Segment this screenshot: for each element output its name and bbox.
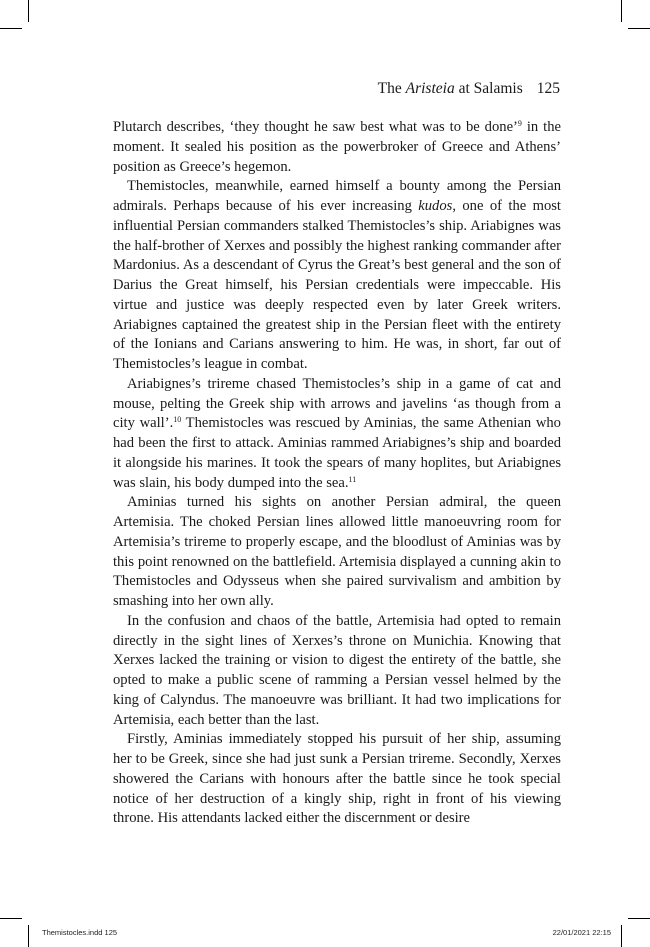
- crop-mark-bottom-left: [28, 925, 29, 947]
- paragraph-1: Plutarch describes, ‘they thought he saw best what was to be done’$^9$ in the moment. It sealed his position as the powerbroker of Greece and Athens’ position as Greece’s hegemon.: [113, 119, 561, 175]
- slug-timestamp: 22/01/2021 22:15: [552, 928, 611, 937]
- crop-mark-top-right-h: [628, 28, 650, 29]
- paragraph-3: Ariabignes’s trireme chased Themistocles’s ship in a game of cat and mouse, pelting the Greek ship with arrows and javelins ‘as though from a city wall’.$^{10}$ Themistocles was rescued by Aminias, the same Athenian who had been the first to attack. Aminias rammed Ariabignes’s ship and boarded it alongside his marines. It took the spears of many hoplites, but Ariabignes was slain, his body dumped into the sea.$^{11}$: [113, 375, 561, 491]
- footnote-ref-9: 9: [517, 119, 522, 128]
- running-head: [378, 80, 560, 98]
- paragraph-5: In the confusion and chaos of the battle, Artemisia had opted to remain directly in the sight lines of Xerxes’s throne on Munichia. Knowing that Xerxes lacked the training or vision to digest the entirety of the battle, she opted to make a public scene of ramming a Persian vessel helmed by the king of Calyndus. The manoeuvre was brilliant. It had two implications for Artemisia, each better than the last.: [113, 612, 561, 728]
- crop-mark-top-left: [28, 0, 29, 22]
- footnote-ref-11: 11: [348, 474, 357, 484]
- paragraph-4: Aminias turned his sights on another Persian admiral, the queen Artemisia. The choked Persian lines allowed little manoeuvring room for Artemisia’s trireme to properly escape, and the bloodlust of Aminias was by this point renowned on the battlefield. Artemisia displayed a cunning akin to Themistocles and Odysseus when she paired survivalism and ambition by smashing into her own ally.: [113, 494, 561, 609]
- paragraph-6: Firstly, Aminias immediately stopped his pursuit of her ship, assuming her to be Greek, since she had just sunk a Persian trireme. Secondly, Xerxes showered the Carians with honours after the battle since he took special notice of her destruction of a kingly ship, right in front of his viewing throne. His attendants lacked either the discernment or desire: [113, 731, 561, 827]
- crop-mark-bottom-right-h: [628, 918, 650, 919]
- body-text: [113, 118, 561, 829]
- crop-mark-top-right: [621, 0, 622, 22]
- paragraph-2: Themistocles, meanwhile, earned himself a bounty among the Persian admirals. Perhaps because of his ever increasing kudos, one of the most influential Persian commanders stalked Themistocles’s ship. Ariabignes was the half-brother of Xerxes and possibly the highest ranking commander after Mardonius. As a descendant of Cyrus the Great’s best general and the son of Darius the Great himself, his Persian credentials were impeccable. His virtue and justice was deeply respected even by later Greek writers. Ariabignes captained the greatest ship in the Persian fleet with the entirety of the Ionians and Carians answering to him. He was, in short, far out of Themistocles’s league in combat.: [113, 178, 561, 372]
- footnote-ref-10: 10: [173, 415, 182, 425]
- crop-mark-top-left-h: [0, 28, 22, 29]
- running-head-title: The Aristeia at Salamis: [377, 80, 523, 97]
- slug-filename: Themistocles.indd 125: [42, 928, 118, 937]
- page-number: 125: [536, 80, 560, 97]
- crop-mark-bottom-right: [621, 925, 622, 947]
- crop-mark-bottom-left-h: [0, 918, 22, 919]
